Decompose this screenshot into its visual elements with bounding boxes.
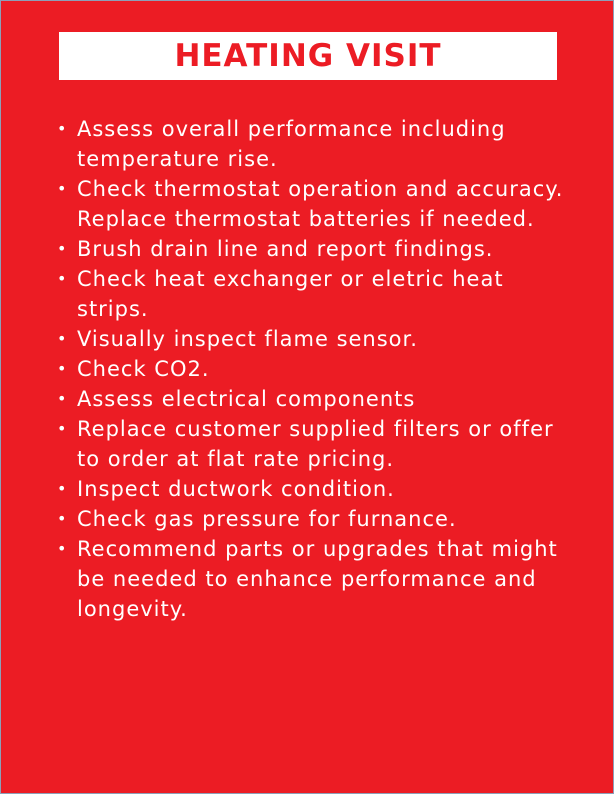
list-item-text: Assess electrical components <box>77 387 416 411</box>
list-item <box>55 174 567 234</box>
list-item <box>55 474 567 504</box>
bullet-icon: • <box>57 539 68 558</box>
list-item-text: Visually inspect flame sensor. <box>77 327 418 351</box>
list-item <box>55 414 567 474</box>
list-item <box>55 354 567 384</box>
list-item <box>55 264 567 324</box>
list-item <box>55 234 567 264</box>
bullet-icon: • <box>57 329 68 348</box>
bullet-icon: • <box>57 119 68 138</box>
list-item <box>55 114 567 174</box>
list-item-text: Check thermostat operation and accuracy. Replace thermostat batteries if needed. <box>77 177 564 231</box>
bullet-icon: • <box>57 389 68 408</box>
bullet-icon: • <box>57 269 68 288</box>
list-item <box>55 534 567 624</box>
bullet-icon: • <box>57 479 68 498</box>
list-item-text: Check heat exchanger or eletric heat strips. <box>77 267 504 321</box>
page-title: HEATING VISIT <box>174 37 442 74</box>
list-item-text: Replace customer supplied filters or offer to order at flat rate pricing. <box>77 417 554 471</box>
list-item-text: Inspect ductwork condition. <box>77 477 395 501</box>
list-item-text: Recommend parts or upgrades that might be needed to enhance performance and longevity. <box>77 537 558 621</box>
title-banner <box>59 32 557 80</box>
bullet-icon: • <box>57 179 68 198</box>
list-item <box>55 324 567 354</box>
checklist <box>55 114 567 624</box>
list-item <box>55 384 567 414</box>
list-item-text: Check gas pressure for furnance. <box>77 507 457 531</box>
bullet-icon: • <box>57 509 68 528</box>
bullet-icon: • <box>57 359 68 378</box>
list-item-text: Check CO2. <box>77 357 210 381</box>
list-item-text: Assess overall performance including temperature rise. <box>77 117 506 171</box>
list-item <box>55 504 567 534</box>
list-item-text: Brush drain line and report findings. <box>77 237 494 261</box>
bullet-icon: • <box>57 239 68 258</box>
bullet-icon: • <box>57 419 68 438</box>
